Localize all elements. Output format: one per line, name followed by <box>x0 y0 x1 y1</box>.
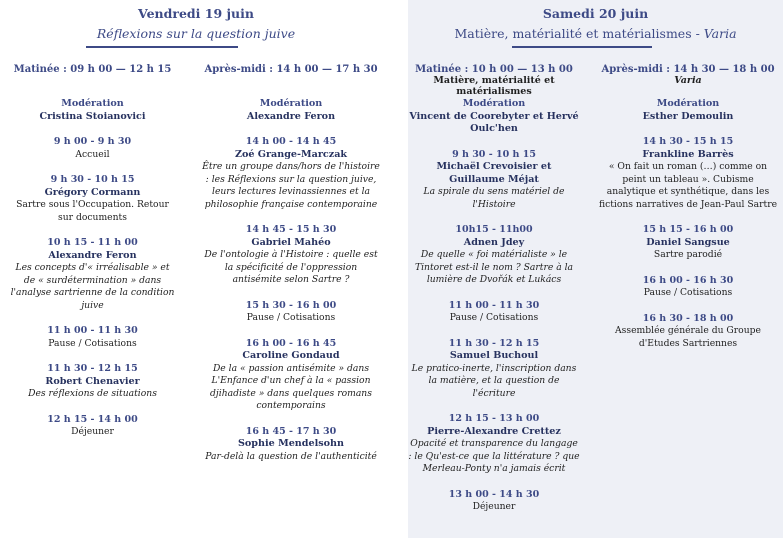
schedule-item-title: Le pratico-inerte, l'inscription dans la matière, et la question de l'écriture <box>411 362 577 399</box>
schedule-item-speaker: Zoé Grange-Marczak <box>234 148 348 160</box>
schedule-item <box>10 237 175 312</box>
schedule-item <box>10 174 175 224</box>
schedule-item-time: 14 h 45 - 15 h 30 <box>245 224 337 235</box>
day-saturday-panel <box>408 0 783 538</box>
schedule-item-time: 16 h 00 - 16 h 30 <box>642 274 734 286</box>
schedule-item-time: 9 h 30 - 10 h 15 <box>50 174 135 185</box>
schedule-item <box>200 98 382 123</box>
schedule-item-time: Modération <box>61 98 124 109</box>
schedule-item-speaker: Frankline Barrès <box>642 148 734 160</box>
schedule-item <box>598 275 778 300</box>
saturday-morning-time: Matinée : 10 h 00 — 13 h 00 <box>415 64 573 75</box>
schedule-item-time: 16 h 30 - 18 h 00 <box>642 312 734 324</box>
day-friday-date: Vendredi 19 juin <box>138 6 254 21</box>
schedule-item-speaker: Caroline Gondaud <box>242 350 340 361</box>
schedule-item <box>200 224 382 287</box>
schedule-item <box>10 98 175 123</box>
schedule-item-title: De la « passion antisémite » dans L'Enfance d'un chef à la « passion djihadiste » dans quelques romans contemporains <box>210 362 372 411</box>
schedule-item <box>408 224 580 287</box>
day-friday-header <box>0 6 392 42</box>
saturday-morning-items <box>408 98 580 514</box>
schedule-item-time: Modération <box>656 98 720 109</box>
schedule-item-speaker: Esther Demoulin <box>642 110 734 122</box>
saturday-afternoon-column <box>598 64 778 363</box>
schedule-item-title: Déjeuner <box>71 426 114 437</box>
schedule-item <box>10 414 175 439</box>
schedule-item-title: Être un groupe dans/hors de l'histoire : les Réflexions sur la question juive, leurs lectures levinassiennes et la philosophie française contemporaine <box>202 161 380 210</box>
friday-morning-header: Matinée : 09 h 00 — 12 h 15 <box>13 64 172 75</box>
schedule-item-time: 15 h 15 - 16 h 00 <box>642 224 734 235</box>
schedule-item-title: Par-delà la question de l'authenticité <box>205 450 377 462</box>
schedule-item-speaker: Alexandre Feron <box>246 110 336 122</box>
saturday-morning-column <box>408 64 580 527</box>
friday-morning-column <box>10 64 175 452</box>
schedule-item-time: 10 h 15 - 11 h 00 <box>47 237 138 248</box>
schedule-item <box>200 136 382 211</box>
day-saturday-date: Samedi 20 juin <box>542 6 649 21</box>
schedule-item-time: 15 h 30 - 16 h 00 <box>245 299 337 311</box>
schedule-item-time: 10h15 - 11h00 <box>455 224 533 235</box>
schedule-item-speaker: Grégory Cormann <box>44 186 141 198</box>
schedule-item-title: Pause / Cotisations <box>48 337 137 349</box>
schedule-item <box>10 363 175 401</box>
schedule-item-time: 14 h 30 - 15 h 15 <box>642 136 734 147</box>
schedule-item-time: 11 h 00 - 11 h 30 <box>448 299 540 311</box>
schedule-item-title: De l'ontologie à l'Histoire : quelle est la spécificité de l'oppression antisémite selon Sartre ? <box>204 249 378 285</box>
schedule-item-speaker: Pierre-Alexandre Crettez <box>427 425 561 437</box>
schedule-item-title: Sartre sous l'Occupation. Retour sur documents <box>16 199 169 223</box>
day-saturday-rule <box>512 46 652 48</box>
schedule-item-speaker: Adnen Jdey <box>463 236 525 248</box>
schedule-item <box>10 325 175 350</box>
schedule-item-time: 13 h 00 - 14 h 30 <box>448 488 540 500</box>
schedule-item <box>10 136 175 161</box>
schedule-item-speaker: Michaël Crevoisier et Guillaume Méjat <box>436 161 552 185</box>
schedule-item-time: 11 h 30 - 12 h 15 <box>448 337 540 349</box>
schedule-item-title: Opacité et transparence du langage : le Qu'est-ce que la littérature ? que Merleau-Ponty n'a jamais écrit <box>408 438 580 474</box>
day-saturday-theme-varia: Varia <box>703 26 737 41</box>
schedule-item-speaker: Daniel Sangsue <box>646 236 730 248</box>
schedule-item-title: Pause / Cotisations <box>449 312 539 323</box>
schedule-item-speaker: Gabriel Mahéo <box>251 236 331 248</box>
friday-afternoon-header: Après-midi : 14 h 00 — 17 h 30 <box>204 64 378 75</box>
schedule-item-time: 14 h 00 - 14 h 45 <box>245 136 337 147</box>
schedule-item-time: Modération <box>259 98 323 109</box>
schedule-item-time: 12 h 15 - 14 h 00 <box>47 413 138 425</box>
day-saturday-theme-text: Matière, matérialité et matérialismes - <box>454 26 704 41</box>
saturday-afternoon-items <box>598 98 778 350</box>
schedule-item <box>598 313 778 351</box>
friday-afternoon-column <box>200 64 382 476</box>
day-friday-theme: Réflexions sur la question juive <box>96 26 296 41</box>
day-saturday-theme <box>408 26 783 42</box>
schedule-item-speaker: Cristina Stoianovici <box>39 110 146 122</box>
schedule-item-title: Pause / Cotisations <box>643 287 733 298</box>
schedule-item-time: 9 h 30 - 10 h 15 <box>452 148 536 160</box>
schedule-item-time: 11 h 00 - 11 h 30 <box>47 325 138 336</box>
schedule-item <box>408 98 580 136</box>
schedule-item-title: La spirale du sens matériel de l'Histoire <box>423 186 565 210</box>
saturday-morning-subtitle: Matière, matérialité et matérialismes <box>433 75 555 97</box>
schedule-item-title: Accueil <box>75 148 110 160</box>
schedule-item-speaker: Vincent de Coorebyter et Hervé Oulc'hen <box>409 110 579 134</box>
schedule-item-time: Modération <box>462 98 526 109</box>
schedule-item-time: 16 h 45 - 17 h 30 <box>245 425 337 437</box>
schedule-item <box>598 224 778 262</box>
schedule-item <box>408 149 580 212</box>
schedule-item-speaker: Robert Chenavier <box>45 375 140 387</box>
day-friday-rule <box>86 46 238 48</box>
schedule-item <box>598 136 778 211</box>
schedule-item <box>408 489 580 514</box>
saturday-afternoon-time: Après-midi : 14 h 30 — 18 h 00 <box>601 64 775 75</box>
schedule-item <box>200 300 382 325</box>
schedule-item <box>408 300 580 325</box>
schedule-item-title: « On fait un roman (…) comme on peint un tableau ». Cubisme analytique et synthétique, dans les fictions narratives de Jean-Paul Sartre <box>598 161 778 210</box>
day-saturday-header <box>408 6 783 42</box>
schedule-item-title: Les concepts d'« irréalisable » et de « surdétermination » dans l'analyse sartrienne de la condition juive <box>10 262 175 311</box>
schedule-item <box>408 413 580 476</box>
schedule-item-time: 16 h 00 - 16 h 45 <box>245 337 337 349</box>
schedule-item <box>200 426 382 464</box>
schedule-item <box>598 98 778 123</box>
saturday-afternoon-header <box>598 64 778 98</box>
schedule-item-speaker: Samuel Buchoul <box>449 350 539 361</box>
schedule-item-time: 11 h 30 - 12 h 15 <box>47 363 138 374</box>
friday-morning-items <box>10 98 175 439</box>
friday-afternoon-items <box>200 98 382 463</box>
schedule-item <box>200 338 382 413</box>
schedule-item-speaker: Sophie Mendelsohn <box>237 438 344 449</box>
schedule-item-speaker: Alexandre Feron <box>48 249 137 261</box>
schedule-item-title: Des réflexions de situations <box>28 388 157 399</box>
schedule-item-time: 12 h 15 - 13 h 00 <box>448 413 540 424</box>
saturday-afternoon-subtitle: Varia <box>674 75 702 86</box>
saturday-morning-header <box>408 64 580 98</box>
schedule-item-title: Sartre parodié <box>653 249 723 260</box>
schedule-item-title: Assemblée générale du Groupe d'Etudes Sartriennes <box>615 325 761 349</box>
schedule-item-time: 9 h 00 - 9 h 30 <box>53 136 132 147</box>
schedule-item-title: De quelle « foi matérialiste » le Tintoret est-il le nom ? Sartre à la lumière de Dvořák et Lukács <box>414 249 574 285</box>
schedule-item <box>408 338 580 401</box>
schedule-item-title: Déjeuner <box>472 501 516 512</box>
schedule-item-title: Pause / Cotisations <box>246 312 336 323</box>
